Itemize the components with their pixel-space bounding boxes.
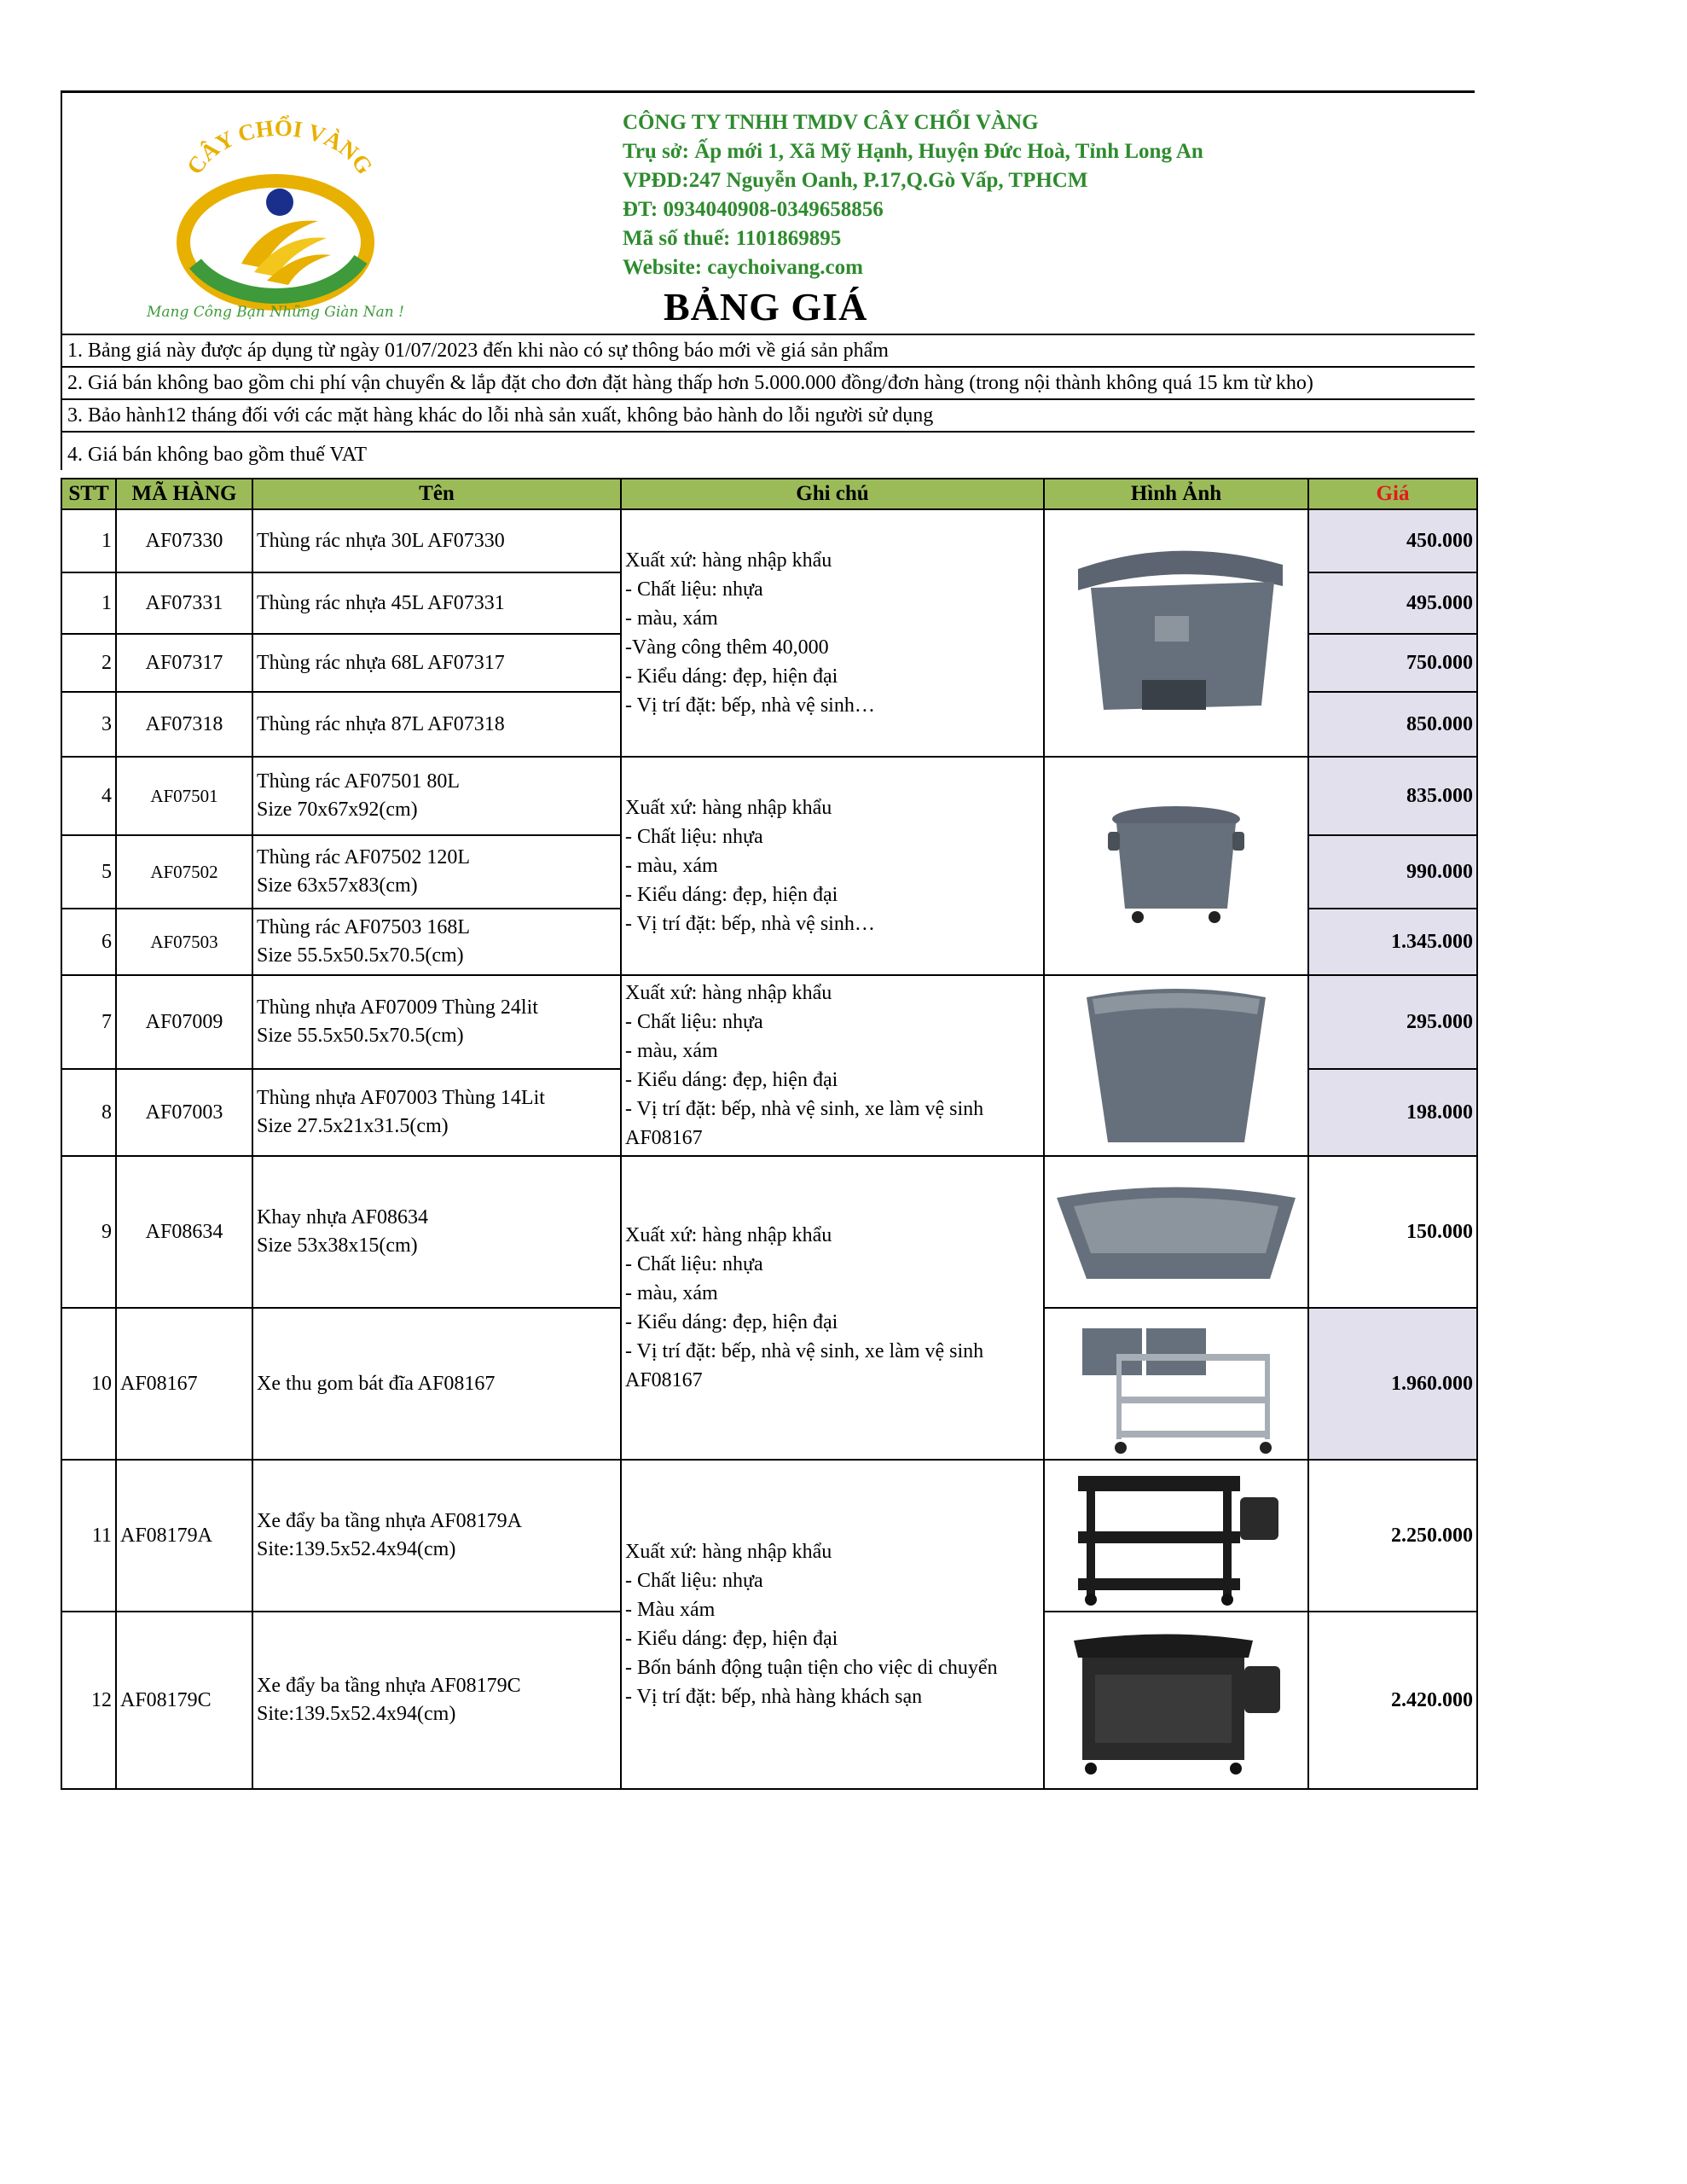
- cell-price: 150.000: [1308, 1156, 1477, 1308]
- cell-stt: 3: [61, 692, 116, 757]
- cell-name: [252, 1612, 621, 1789]
- terms-notes: [61, 334, 1475, 470]
- header-image: Hình Ảnh: [1044, 479, 1308, 509]
- name-line: Thùng rác nhựa 45L AF07331: [257, 591, 505, 614]
- table-row: [61, 1156, 1477, 1308]
- name-size: Site:139.5x52.4x94(cm): [257, 1538, 456, 1560]
- cell-name: [252, 1460, 621, 1612]
- cell-stt: 1: [61, 572, 116, 634]
- cell-price: 2.420.000: [1308, 1612, 1477, 1789]
- table-row: [61, 509, 1477, 572]
- cell-code: AF07501: [116, 757, 252, 835]
- cell-name: [252, 757, 621, 835]
- cell-name: [252, 835, 621, 909]
- note-line: - Màu xám: [625, 1599, 716, 1621]
- name-line: Thùng rác AF07503 168L: [257, 916, 470, 938]
- note-line: - Kiểu dáng: đẹp, hiện đại: [625, 1311, 838, 1333]
- note-2: 2. Giá bán không bao gồm chi phí vận chuyển & lắp đặt cho đơn đặt hàng thấp hơn 5.000.000 đồng/đơn hàng (trong nội thành không quá 15 km từ kho): [61, 366, 1475, 398]
- company-info: [623, 108, 1203, 282]
- cell-name: [252, 975, 621, 1069]
- cell-note-group-3: [621, 975, 1044, 1156]
- cell-stt: 1: [61, 509, 116, 572]
- header-price: Giá: [1308, 479, 1477, 509]
- note-line: - Vị trí đặt: bếp, nhà hàng khách sạn: [625, 1686, 923, 1708]
- note-line: - Chất liệu: nhựa: [625, 826, 763, 848]
- note-line: - Chất liệu: nhựa: [625, 1253, 763, 1275]
- note-line: - Vị trí đặt: bếp, nhà vệ sinh…: [625, 913, 875, 935]
- name-line: Xe đẩy ba tầng nhựa AF08179A: [257, 1510, 522, 1532]
- cell-code: AF07503: [116, 909, 252, 975]
- logo-brand-text: CÂY CHỔI VÀNG: [181, 114, 378, 179]
- cell-code: AF07330: [116, 509, 252, 572]
- cell-name: [252, 509, 621, 572]
- name-line: Thùng rác AF07502 120L: [257, 846, 470, 868]
- note-line: - màu, xám: [625, 1282, 718, 1304]
- logo-slogan: Mang Công Bạn Những Giàn Nan !: [147, 304, 404, 321]
- name-size: Size 53x38x15(cm): [257, 1234, 418, 1257]
- product-image-wastebasket: [1044, 975, 1308, 1156]
- cell-name: [252, 1069, 621, 1156]
- name-line: Xe đẩy ba tầng nhựa AF08179C: [257, 1675, 521, 1697]
- name-line: Thùng rác nhựa 30L AF07330: [257, 529, 505, 552]
- cell-note-group-1: [621, 509, 1044, 757]
- cell-code: AF07317: [116, 634, 252, 692]
- note-line: Xuất xứ: hàng nhập khẩu: [625, 549, 832, 572]
- product-image-cart-a: [1044, 1460, 1308, 1612]
- cell-price: 198.000: [1308, 1069, 1477, 1156]
- cell-price: 2.250.000: [1308, 1460, 1477, 1612]
- note-line: - màu, xám: [625, 607, 718, 630]
- note-line: - màu, xám: [625, 1040, 718, 1062]
- cell-name: [252, 634, 621, 692]
- note-line: - Kiểu dáng: đẹp, hiện đại: [625, 884, 838, 906]
- cell-stt: 7: [61, 975, 116, 1069]
- product-image-round-bin: [1044, 757, 1308, 975]
- note-line: Xuất xứ: hàng nhập khẩu: [625, 982, 832, 1004]
- cell-code: AF08167: [116, 1308, 252, 1460]
- company-office: VPĐD:247 Nguyễn Oanh, P.17,Q.Gò Vấp, TPHCM: [623, 169, 1088, 192]
- name-line: Thùng rác nhựa 68L AF07317: [257, 651, 505, 674]
- header-stt: STT: [61, 479, 116, 509]
- company-tax: Mã số thuế: 1101869895: [623, 227, 842, 250]
- note-line: - Chất liệu: nhựa: [625, 1570, 763, 1592]
- page-title: BẢNG GIÁ: [664, 285, 868, 328]
- product-image-tray: [1044, 1156, 1308, 1308]
- cell-price: 1.345.000: [1308, 909, 1477, 975]
- cell-price: 835.000: [1308, 757, 1477, 835]
- cell-code: AF07318: [116, 692, 252, 757]
- table-header-row: [61, 479, 1477, 509]
- company-name: CÔNG TY TNHH TMDV CÂY CHỔI VÀNG: [623, 111, 1039, 134]
- note-line: - Vị trí đặt: bếp, nhà vệ sinh…: [625, 694, 875, 717]
- name-line: Xe thu gom bát đĩa AF08167: [257, 1372, 496, 1395]
- document-header: [61, 93, 1475, 334]
- note-line: -Vàng công thêm 40,000: [625, 636, 829, 659]
- cell-stt: 12: [61, 1612, 116, 1789]
- tray-icon: [1052, 1172, 1300, 1292]
- name-size: Size 63x57x83(cm): [257, 874, 418, 897]
- cell-code: AF07331: [116, 572, 252, 634]
- name-line: Thùng rác nhựa 87L AF07318: [257, 712, 505, 735]
- name-line: Thùng rác AF07501 80L: [257, 770, 460, 793]
- cell-price: 495.000: [1308, 572, 1477, 634]
- cell-code: AF07003: [116, 1069, 252, 1156]
- cell-stt: 10: [61, 1308, 116, 1460]
- pedal-bin-icon: [1052, 535, 1300, 731]
- note-line: - Vị trí đặt: bếp, nhà vệ sinh, xe làm vệ sinh: [625, 1098, 984, 1120]
- note-line: AF08167: [625, 1369, 703, 1391]
- cell-note-group-2: [621, 757, 1044, 975]
- note-line: AF08167: [625, 1127, 703, 1149]
- note-line: Xuất xứ: hàng nhập khẩu: [625, 1541, 832, 1563]
- note-line: - Kiểu dáng: đẹp, hiện đại: [625, 1628, 838, 1650]
- cell-stt: 9: [61, 1156, 116, 1308]
- cell-price: 1.960.000: [1308, 1308, 1477, 1460]
- cell-price: 850.000: [1308, 692, 1477, 757]
- cell-price: 450.000: [1308, 509, 1477, 572]
- name-size: Size 70x67x92(cm): [257, 799, 418, 821]
- note-3: 3. Bảo hành12 tháng đối với các mặt hàng khác do lỗi nhà sản xuất, không bảo hành do lỗi người sử dụng: [61, 398, 1475, 431]
- header-name: Tên: [252, 479, 621, 509]
- product-image-dish-cart: [1044, 1308, 1308, 1460]
- cell-note-group-4: [621, 1156, 1044, 1460]
- cell-stt: 5: [61, 835, 116, 909]
- note-line: - Vị trí đặt: bếp, nhà vệ sinh, xe làm vệ sinh: [625, 1340, 984, 1362]
- name-line: Thùng nhựa AF07009 Thùng 24lit: [257, 996, 538, 1019]
- product-image-cart-c: [1044, 1612, 1308, 1789]
- note-line: - Bốn bánh động tuận tiện cho việc di chuyển: [625, 1657, 998, 1679]
- note-line: Xuất xứ: hàng nhập khẩu: [625, 1224, 832, 1246]
- name-size: Size 55.5x50.5x70.5(cm): [257, 944, 464, 967]
- dish-cart-icon: [1065, 1311, 1287, 1456]
- company-address: Trụ sở: Ấp mới 1, Xã Mỹ Hạnh, Huyện Đức Hoà, Tỉnh Long An: [623, 140, 1203, 163]
- note-line: - Kiểu dáng: đẹp, hiện đại: [625, 665, 838, 688]
- cell-note-group-5: [621, 1460, 1044, 1789]
- closed-cart-icon: [1065, 1623, 1287, 1777]
- table-row: [61, 757, 1477, 835]
- cell-stt: 8: [61, 1069, 116, 1156]
- price-table: [61, 478, 1478, 1790]
- logo-navy-dot: [266, 189, 293, 216]
- cell-code: AF07009: [116, 975, 252, 1069]
- company-phone: ĐT: 0934040908-0349658856: [623, 198, 884, 221]
- name-size: Size 27.5x21x31.5(cm): [257, 1115, 449, 1137]
- note-line: - Chất liệu: nhựa: [625, 1011, 763, 1033]
- wastebasket-icon: [1074, 980, 1278, 1151]
- cell-stt: 4: [61, 757, 116, 835]
- cell-code: AF08179A: [116, 1460, 252, 1612]
- note-line: - Chất liệu: nhựa: [625, 578, 763, 601]
- cell-stt: 2: [61, 634, 116, 692]
- cell-name: [252, 909, 621, 975]
- three-tier-cart-icon: [1065, 1463, 1287, 1608]
- name-line: Khay nhựa AF08634: [257, 1206, 428, 1228]
- product-image-pedal-bin: [1044, 509, 1308, 757]
- cell-name: [252, 572, 621, 634]
- company-website[interactable]: Website: caychoivang.com: [623, 256, 863, 279]
- note-1: 1. Bảng giá này được áp dụng từ ngày 01/07/2023 đến khi nào có sự thông báo mới về giá sản phẩm: [61, 334, 1475, 366]
- cell-name: [252, 1308, 621, 1460]
- note-line: Xuất xứ: hàng nhập khẩu: [625, 797, 832, 819]
- cell-stt: 6: [61, 909, 116, 975]
- cell-code: AF07502: [116, 835, 252, 909]
- note-4: 4. Giá bán không bao gồm thuế VAT: [61, 431, 1475, 470]
- name-line: Thùng nhựa AF07003 Thùng 14Lit: [257, 1087, 545, 1109]
- table-row: [61, 1460, 1477, 1612]
- round-bin-icon: [1091, 798, 1261, 934]
- cell-stt: 11: [61, 1460, 116, 1612]
- cell-price: 295.000: [1308, 975, 1477, 1069]
- header-note: Ghi chú: [621, 479, 1044, 509]
- note-line: - màu, xám: [625, 855, 718, 877]
- cell-code: AF08179C: [116, 1612, 252, 1789]
- cell-price: 990.000: [1308, 835, 1477, 909]
- name-size: Site:139.5x52.4x94(cm): [257, 1703, 456, 1725]
- cell-name: [252, 692, 621, 757]
- note-line: - Kiểu dáng: đẹp, hiện đại: [625, 1069, 838, 1091]
- cell-name: [252, 1156, 621, 1308]
- name-size: Size 55.5x50.5x70.5(cm): [257, 1025, 464, 1047]
- cell-code: AF08634: [116, 1156, 252, 1308]
- header-code: MÃ HÀNG: [116, 479, 252, 509]
- company-logo: [113, 93, 438, 323]
- table-row: [61, 975, 1477, 1069]
- cell-price: 750.000: [1308, 634, 1477, 692]
